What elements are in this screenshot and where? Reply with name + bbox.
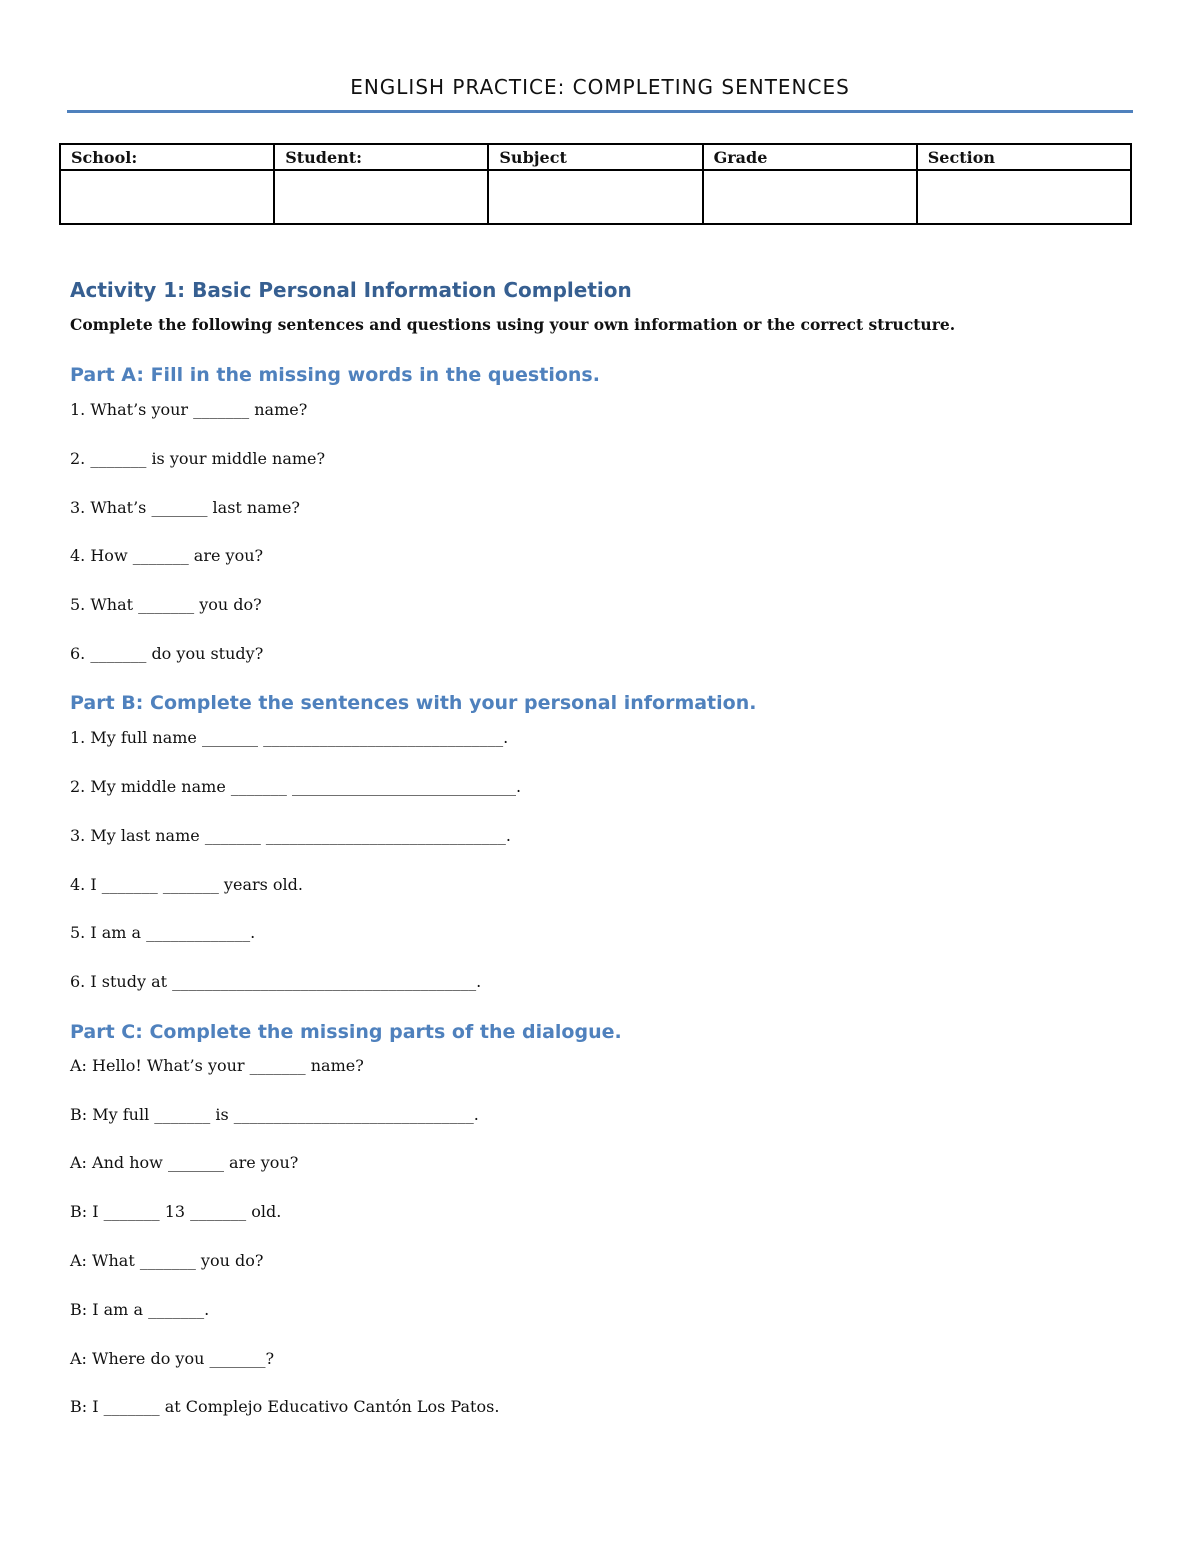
part-a-item: 5. What _______ you do?: [70, 595, 262, 614]
part-b-item: 6. I study at ______________________________________.: [70, 972, 482, 991]
dialogue-line: B: I _______ 13 _______ old.: [70, 1202, 282, 1221]
part-b-item: 3. My last name _______ ______________________________.: [70, 826, 511, 845]
part-a-heading: Part A: Fill in the missing words in the questions.: [70, 364, 600, 386]
dialogue-line: A: And how _______ are you?: [70, 1153, 299, 1172]
section-field[interactable]: [917, 170, 1131, 224]
activity-title: Activity 1: Basic Personal Information Completion: [70, 278, 632, 302]
title-divider: [67, 110, 1133, 113]
student-info-table: [59, 143, 1132, 225]
dialogue-line: A: Where do you _______?: [70, 1349, 275, 1368]
part-a-item: 3. What’s _______ last name?: [70, 498, 300, 517]
dialogue-line: A: Hello! What’s your _______ name?: [70, 1056, 364, 1075]
dialogue-line: B: I am a _______.: [70, 1300, 210, 1319]
activity-instruction: Complete the following sentences and questions using your own information or the correct structure.: [70, 315, 956, 334]
header-section: Section: [917, 144, 1131, 170]
part-b-heading: Part B: Complete the sentences with your personal information.: [70, 692, 757, 714]
dialogue-line: A: What _______ you do?: [70, 1251, 264, 1270]
header-student: Student:: [274, 144, 488, 170]
header-subject: Subject: [488, 144, 702, 170]
dialogue-line: B: My full _______ is ______________________________.: [70, 1105, 479, 1124]
school-field[interactable]: [60, 170, 274, 224]
part-a-item: 4. How _______ are you?: [70, 546, 264, 565]
part-b-item: 2. My middle name _______ ____________________________.: [70, 777, 522, 796]
dialogue-line: B: I _______ at Complejo Educativo Cantón Los Patos.: [70, 1397, 500, 1416]
part-a-item: 2. _______ is your middle name?: [70, 449, 326, 468]
subject-field[interactable]: [488, 170, 702, 224]
header-school: School:: [60, 144, 274, 170]
student-field[interactable]: [274, 170, 488, 224]
header-grade: Grade: [703, 144, 917, 170]
grade-field[interactable]: [703, 170, 917, 224]
info-value-row: [60, 170, 1131, 224]
info-header-row: [60, 144, 1131, 170]
part-c-heading: Part C: Complete the missing parts of the dialogue.: [70, 1021, 622, 1043]
part-b-item: 1. My full name _______ ______________________________.: [70, 728, 509, 747]
part-b-item: 5. I am a _____________.: [70, 923, 256, 942]
page-title: ENGLISH PRACTICE: COMPLETING SENTENCES: [350, 75, 850, 99]
part-a-item: 1. What’s your _______ name?: [70, 400, 308, 419]
part-a-item: 6. _______ do you study?: [70, 644, 264, 663]
part-b-item: 4. I _______ _______ years old.: [70, 875, 303, 894]
